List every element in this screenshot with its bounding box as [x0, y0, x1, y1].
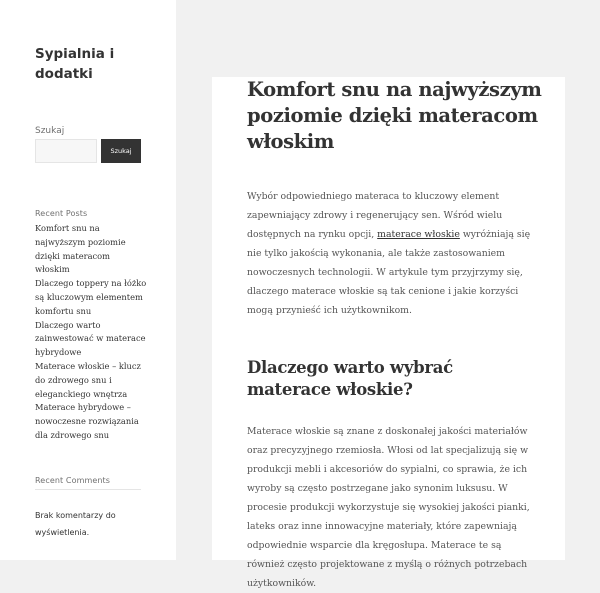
list-item — [35, 401, 147, 442]
sidebar — [0, 0, 176, 560]
materace-wloskie-link[interactable]: materace włoskie — [377, 229, 460, 240]
article-intro — [247, 187, 537, 320]
site-title[interactable]: Sypialnia i dodatki — [35, 46, 115, 82]
recent-post-link[interactable]: Dlaczego toppery na łóżko są kluczowym elementem komfortu snu — [35, 278, 147, 316]
recent-posts-list — [35, 222, 147, 443]
section-paragraph: Materace włoskie są znane z doskonałej jakości materiałów oraz precyzyjnego rzemiosła. Włosi od lat specjalizują się w produkcji mebli i akcesoriów do sypialni, co sprawia, że ich wyroby są często postrzegane jako synonim luksusu. W procesie produkcji wykorzystuje się wysokiej jakości pianki, lateks oraz inne innowacyjne materiały, które zapewniają odpowiednie wsparcie dla kręgosłupa. Materace te są również często projektowane z myślą o różnych potrzebach użytkowników. — [247, 426, 530, 589]
divider — [35, 489, 141, 490]
article — [212, 77, 565, 589]
intro-text-after: wyróżniają się nie tylko jakością wykonania, ale także zastosowaniem nowoczesnych technologii. W artykule tym przyjrzymy się, dlaczego materace włoskie są tak cenione i jakie korzyści mogą przynieść ich użytkownikom. — [247, 229, 531, 316]
recent-post-link[interactable]: Komfort snu na najwyższym poziomie dzięki materacom włoskim — [35, 223, 126, 275]
recent-post-link[interactable]: Dlaczego warto zainwestować w materace hybrydowe — [35, 319, 146, 358]
recent-comments-title: Recent Comments — [35, 476, 111, 485]
intro-text-before: Wybór odpowiedniego materaca to kluczowy element zapewniający zdrowy i regenerujący sen. Wśród wielu dostępnych na rynku opcji, — [247, 191, 503, 240]
list-item — [35, 360, 147, 401]
list-item — [35, 319, 147, 360]
list-item — [35, 222, 147, 277]
search-label: Szukaj — [35, 126, 65, 136]
article-title: Komfort snu na najwyższym poziomie dzięki materacom włoskim — [247, 78, 542, 153]
recent-posts-title: Recent Posts — [35, 209, 88, 218]
list-item — [35, 277, 147, 318]
section-heading: Dlaczego warto wybrać materace włoskie? — [247, 358, 453, 399]
recent-post-link[interactable]: Materace włoskie – klucz do zdrowego snu i eleganckiego wnętrza — [35, 360, 141, 399]
search-input[interactable] — [35, 139, 97, 163]
recent-post-link[interactable]: Materace hybrydowe – nowoczesne rozwiązania dla zdrowego snu — [35, 402, 139, 440]
search-button[interactable]: Szukaj — [101, 139, 141, 163]
no-comments-text: Brak komentarzy do wyświetlenia. — [35, 511, 116, 537]
